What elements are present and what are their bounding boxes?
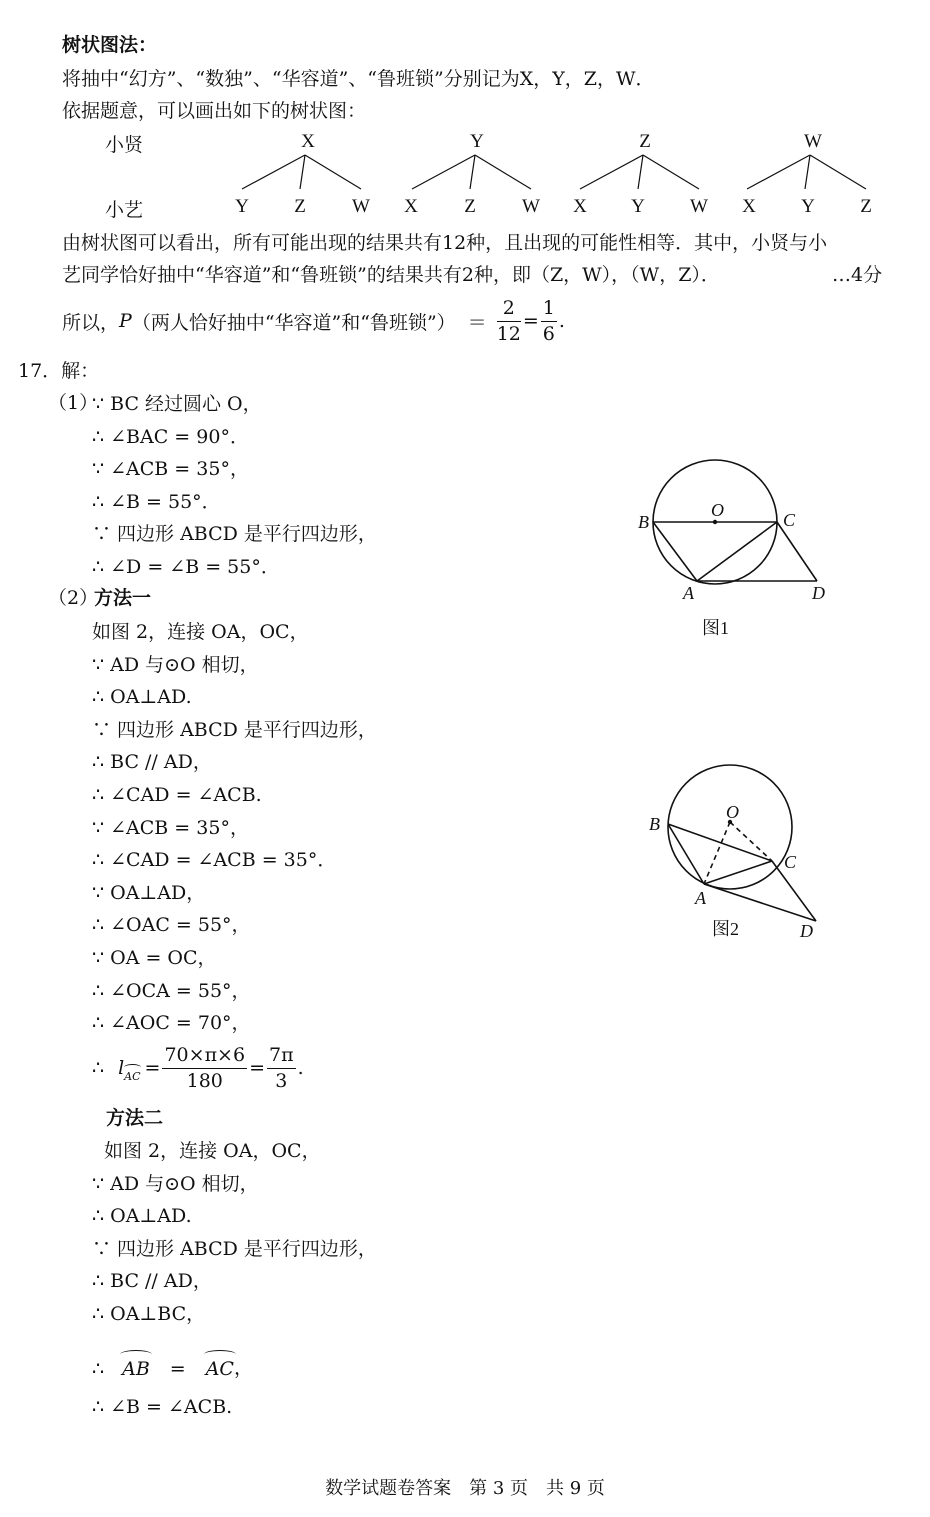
equals: = [144, 1057, 161, 1079]
proof-step: ∵ 四边形 ABCD 是平行四边形， [92, 718, 377, 741]
tree-leaf: W [690, 196, 708, 217]
proof-step: ∴ ∠BAC = 90°． [92, 425, 249, 448]
proof-step: ∵ ∠ACB = 35°， [92, 816, 249, 839]
tree-leaf: X [404, 196, 418, 217]
q17-part1-steps [92, 388, 377, 584]
period: . [297, 1057, 304, 1079]
tree-diagram [0, 125, 930, 225]
therefore-symbol: ∴ [92, 1057, 105, 1079]
figure-1-caption: 图1 [702, 618, 729, 638]
tree-intro-line1: 将抽中“幻方”、“数独”、“华容道”、“鲁班锁”分别记为X，Y，Z，W． [62, 68, 655, 90]
tree-heading: 树状图法： [62, 34, 158, 56]
prob-event: （两人恰好抽中“华容道”和“鲁班锁”） [131, 311, 456, 334]
fraction-denominator: 180 [186, 1070, 223, 1092]
label-a: A [695, 888, 706, 908]
fraction-numerator: 1 [541, 296, 557, 322]
therefore-symbol: ∴ [92, 1358, 105, 1380]
prob-equals: ＝ [467, 311, 487, 334]
figure-2-lines [668, 824, 816, 921]
proof-step: ∴ BC // AD， [92, 751, 212, 774]
tree-leaf: Y [631, 196, 645, 217]
proof-step: ∴ ∠OCA = 55°， [92, 979, 251, 1002]
proof-step: ∴ ∠CAD = ∠ACB. [92, 783, 262, 806]
equals: = [522, 310, 539, 332]
fraction-denominator: 6 [542, 323, 555, 345]
tree-root: W [804, 131, 822, 152]
tree-root: X [301, 131, 315, 152]
tree-leaf: X [573, 196, 587, 217]
arc-subscript-text: AC [124, 1069, 141, 1083]
tree-leaf: Y [801, 196, 815, 217]
fraction [162, 1043, 247, 1093]
circle-o [668, 765, 792, 889]
proof-step: ∵ 四边形 ABCD 是平行四边形， [92, 523, 377, 546]
proof-step: ∴ ∠B = ∠ACB. [92, 1396, 233, 1418]
label-b: B [649, 814, 660, 834]
proof-step: ∴ ∠OAC = 55°， [92, 914, 251, 937]
arc-length-formula [92, 1040, 304, 1096]
tree-leaf: Z [294, 196, 306, 217]
tree-leaf: X [742, 196, 756, 217]
arc-mark [124, 1064, 140, 1071]
label-d: D [800, 921, 813, 941]
proof-step: 如图 2，连接 OA，OC， [92, 621, 309, 643]
fraction-numerator: 70×π×6 [162, 1043, 247, 1069]
proof-step: ∴ OA⊥BC， [92, 1302, 206, 1325]
period: . [558, 310, 565, 332]
arc-ac [206, 1350, 234, 1380]
q17-part1-label: （1） [48, 392, 99, 414]
label-b: B [638, 512, 649, 532]
center-point [713, 520, 717, 524]
proof-step: ∴ ∠D = ∠B = 55°． [92, 555, 280, 578]
fraction-numerator: 2 [497, 296, 521, 322]
equals: = [249, 1057, 265, 1079]
proof-step: ∵ AD 与⊙O 相切， [92, 653, 259, 676]
label-o: O [726, 802, 739, 822]
proof-step: ∴ ∠AOC = 70°， [92, 1012, 251, 1035]
fraction [267, 1043, 296, 1093]
fraction-denominator: 3 [275, 1070, 288, 1092]
equals: = [169, 1358, 186, 1380]
proof-step: ∴ OA⊥AD. [92, 1205, 192, 1228]
probability-line [62, 293, 565, 349]
tree-root: Z [639, 131, 651, 152]
tree-leaf: Z [464, 196, 476, 217]
arc-ab [122, 1350, 150, 1380]
fraction-denominator: 12 [496, 323, 521, 345]
proof-step: ∴ ∠B = 55°． [92, 490, 221, 513]
tree-person2: 小艺 [105, 199, 144, 221]
figure-2 [640, 760, 860, 950]
figure-2-dashed [704, 822, 772, 884]
tree-root: Y [470, 131, 484, 152]
arc-mark [204, 1350, 236, 1359]
tree-conclusion-line1: 由树状图可以看出，所有可能出现的结果共有12种，且出现的可能性相等．其中，小贤与小 [62, 232, 828, 254]
proof-step: ∴ OA⊥AD. [92, 686, 192, 709]
tree-leaf: W [352, 196, 370, 217]
tree-conclusion-line2: 艺同学恰好抽中“华容道”和“鲁班锁”的结果共有2种，即（Z，W），（W，Z）． [62, 264, 720, 286]
fraction [541, 296, 557, 346]
arc-subscript [124, 1070, 140, 1083]
proof-step: ∵ OA = OC， [92, 946, 217, 969]
proof-step: ∵ OA⊥AD， [92, 881, 206, 904]
figure-2-caption: 图2 [712, 919, 739, 939]
tree-leaf: Z [860, 196, 872, 217]
proof-step: ∵ AD 与⊙O 相切， [92, 1172, 259, 1195]
proof-step: ∵ BC 经过圆心 O， [92, 393, 262, 415]
tree-person1: 小贤 [105, 134, 144, 156]
method1-steps [92, 616, 377, 1040]
proof-step: ∵ 四边形 ABCD 是平行四边形， [92, 1237, 377, 1260]
label-c: C [783, 510, 796, 530]
arc-mark [120, 1350, 152, 1359]
page-footer: 数学试题卷答案 第 3 页 共 9 页 [325, 1478, 605, 1499]
tree-leaf: W [522, 196, 540, 217]
tree-intro-line2: 依据题意，可以画出如下的树状图： [62, 100, 367, 122]
arc-equality-line [92, 1340, 253, 1380]
arc-ab-text: AB [122, 1358, 150, 1380]
proof-step: ∴ BC // AD， [92, 1270, 212, 1293]
tree-leaf: Y [235, 196, 249, 217]
label-o: O [711, 500, 724, 520]
figure-1 [620, 450, 850, 650]
fraction-numerator: 7π [267, 1043, 296, 1069]
arc-length-symbol: l [118, 1057, 125, 1079]
method2-heading: 方法二 [106, 1107, 164, 1129]
q17-part2-label: （2） [48, 587, 99, 609]
label-a: A [683, 583, 694, 603]
method2-steps [92, 1135, 377, 1331]
score-mark: …4分 [832, 264, 883, 286]
proof-step: 如图 2，连接 OA，OC， [104, 1140, 321, 1162]
fraction [497, 296, 521, 346]
q17-title: 17．解： [18, 360, 100, 382]
proof-step: ∴ ∠CAD = ∠ACB = 35°． [92, 849, 337, 872]
label-d: D [812, 583, 825, 603]
prob-symbol: P [119, 310, 132, 332]
label-c: C [784, 852, 797, 872]
prob-prefix: 所以， [62, 311, 120, 334]
proof-step: ∵ ∠ACB = 35°， [92, 458, 249, 481]
comma: ， [233, 1357, 253, 1379]
arc-ac-text: AC [205, 1358, 234, 1380]
method1-heading: 方法一 [94, 587, 152, 609]
